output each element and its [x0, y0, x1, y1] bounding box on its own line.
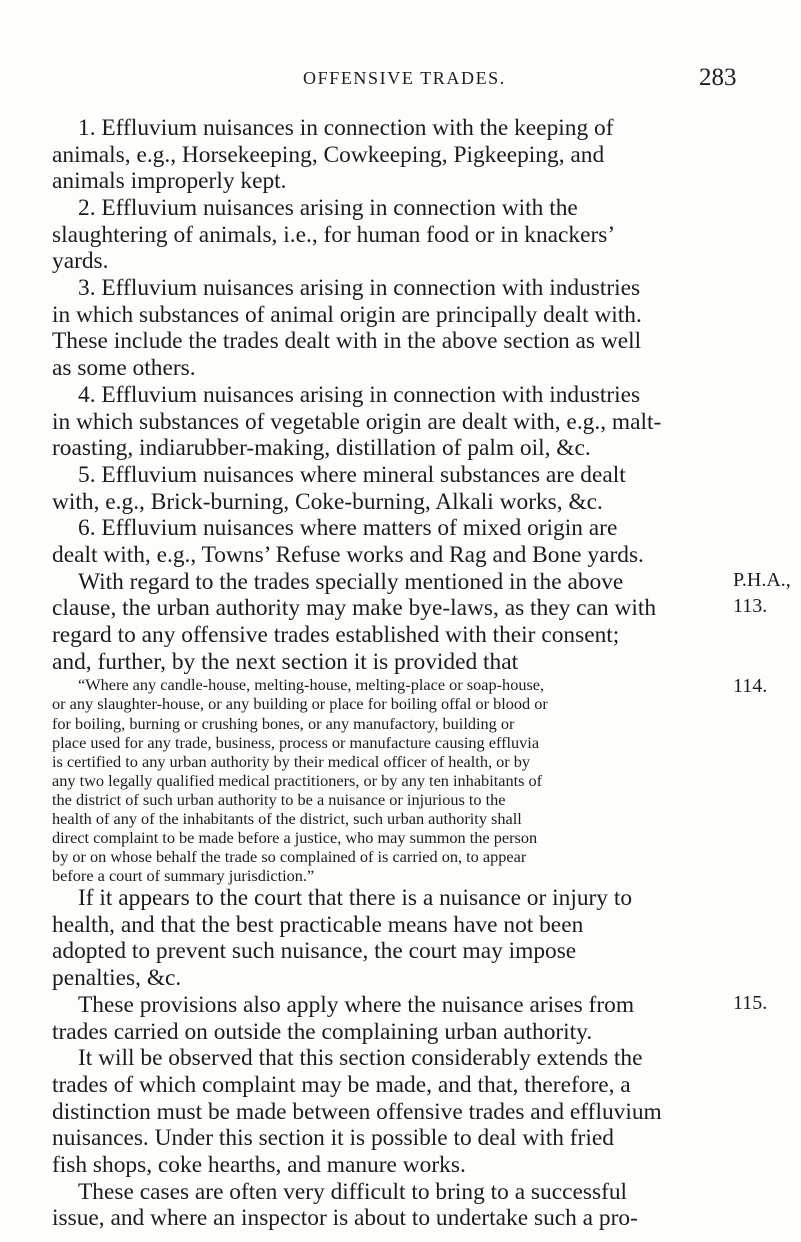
text-line: 5. Effluvium nuisances where mineral substances are dealt	[78, 462, 626, 488]
quote-line: health of any of the inhabitants of the district, such urban authority shall	[52, 809, 522, 828]
text-line: 6. Effluvium nuisances where matters of mixed origin are	[78, 515, 618, 541]
text-line: as some others.	[52, 355, 196, 381]
margin-note-113: 113.	[733, 595, 768, 617]
text-line: fish shops, coke hearths, and manure works.	[52, 1152, 466, 1178]
text-line: animals, e.g., Horsekeeping, Cowkeeping, Pigkeeping, and	[52, 142, 605, 168]
text-line: These provisions also apply where the nuisance arises from	[78, 992, 635, 1018]
text-line: regard to any offensive trades established with their consent;	[52, 622, 620, 648]
text-line: 3. Effluvium nuisances arising in connection with industries	[78, 275, 641, 301]
quote-line: before a court of summary jurisdiction.”	[52, 866, 315, 885]
margin-note-114: 114.	[733, 675, 768, 697]
text-line: yards.	[52, 248, 109, 274]
text-line: These include the trades dealt with in the above section as well	[52, 328, 642, 354]
text-line: in which substances of vegetable origin are dealt with, e.g., malt-	[52, 409, 662, 435]
text-line: issue, and where an inspector is about to undertake such a pro-	[52, 1205, 638, 1231]
quote-line: place used for any trade, business, process or manufacture causing effluvia	[52, 733, 540, 752]
text-line: adopted to prevent such nuisance, the court may impose	[52, 938, 577, 964]
quote-line: any two legally qualified medical practitioners, or by any ten inhabitants of	[52, 771, 543, 790]
text-line: It will be observed that this section considerably extends the	[78, 1045, 643, 1071]
text-line: trades carried on outside the complaining urban authority.	[52, 1019, 593, 1045]
quote-line: is certified to any urban authority by their medical officer of health, or by	[52, 752, 531, 771]
text-line: with, e.g., Brick-burning, Coke-burning, Alkali works, &c.	[52, 489, 603, 515]
text-line: dealt with, e.g., Towns’ Refuse works and Rag and Bone yards.	[52, 542, 644, 568]
margin-note-pha: P.H.A.,	[733, 569, 791, 591]
quote-line: by or on whose behalf the trade so complained of is carried on, to appear	[52, 847, 527, 866]
text-line: If it appears to the court that there is a nuisance or injury to	[78, 885, 633, 911]
text-line: These cases are often very difficult to bring to a successful	[78, 1179, 628, 1205]
text-line: distinction must be made between offensive trades and effluvium	[52, 1099, 662, 1125]
text-line: in which substances of animal origin are principally dealt with.	[52, 302, 642, 328]
text-line: 4. Effluvium nuisances arising in connection with industries	[78, 382, 641, 408]
text-line: and, further, by the next section it is provided that	[52, 649, 519, 675]
running-head	[0, 64, 801, 94]
margin-note-115: 115.	[733, 992, 768, 1014]
text-line: nuisances. Under this section it is possible to deal with fried	[52, 1125, 614, 1151]
text-line: penalties, &c.	[52, 965, 182, 991]
quote-line: “Where any candle-house, melting-house, melting-place or soap-house,	[78, 675, 545, 694]
text-line: clause, the urban authority may make bye-laws, as they can with	[52, 595, 657, 621]
text-line: With regard to the trades specially mentioned in the above	[78, 569, 624, 595]
page-number: 283	[699, 64, 737, 91]
quote-line: the district of such urban authority to be a nuisance or injurious to the	[52, 790, 506, 809]
text-line: 2. Effluvium nuisances arising in connection with the	[78, 195, 578, 221]
quote-line: or any slaughter-house, or any building or place for boiling offal or blood or	[52, 694, 548, 713]
quote-line: direct complaint to be made before a justice, who may summon the person	[52, 828, 538, 847]
text-line: trades of which complaint may be made, and that, therefore, a	[52, 1072, 631, 1098]
text-line: animals improperly kept.	[52, 168, 287, 194]
text-line: 1. Effluvium nuisances in connection with the keeping of	[78, 115, 614, 141]
text-line: roasting, indiarubber-making, distillation of palm oil, &c.	[52, 435, 591, 461]
text-line: slaughtering of animals, i.e., for human food or in knackers’	[52, 222, 616, 248]
text-line: health, and that the best practicable means have not been	[52, 912, 584, 938]
running-head-title: OFFENSIVE TRADES.	[303, 68, 506, 88]
quote-line: for boiling, burning or crushing bones, or any manufactory, building or	[52, 714, 515, 733]
